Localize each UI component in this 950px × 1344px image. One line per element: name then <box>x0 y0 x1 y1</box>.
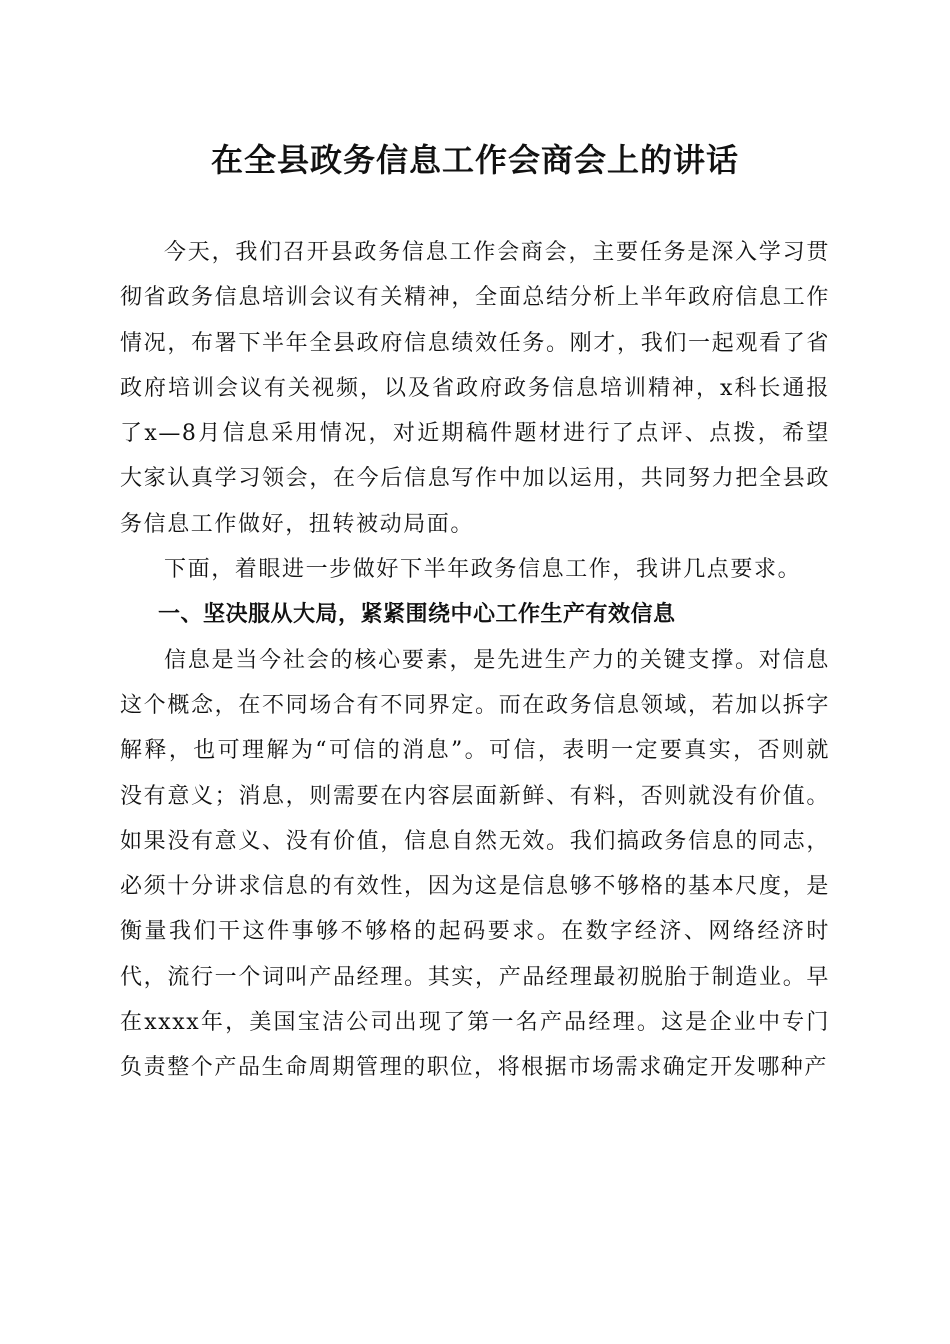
section-paragraph: 信息是当今社会的核心要素，是先进生产力的关键支撑。对信息这个概念，在不同场合有不同界定。而在政务信息领域，若加以拆字解释，也可理解为“可信的消息”。可信，表明一定要真实，否则就没有意义；消息，则需要在内容层面新鲜、有料，否则就没有价值。如果没有意义、没有价值，信息自然无效。我们搞政务信息的同志，必须十分讲求信息的有效性，因为这是信息够不够格的基本尺度，是衡量我们干这件事够不够格的起码要求。在数字经济、网络经济时代，流行一个词叫产品经理。其实，产品经理最初脱胎于制造业。早在xxxx年，美国宝洁公司出现了第一名产品经理。这是企业中专门负责整个产品生命周期管理的职位，将根据市场需求确定开发哪种产 <box>120 647 830 1081</box>
intro-paragraph: 今天，我们召开县政务信息工作会商会，主要任务是深入学习贯彻省政务信息培训会议有关精神，全面总结分析上半年政府信息工作情况，布署下半年全县政府信息绩效任务。刚才，我们一起观看了省政府培训会议有关视频，以及省政府政务信息培训精神，x科长通报了x—8月信息采用情况，对近期稿件题材进行了点评、点拨，希望大家认真学习领会，在今后信息写作中加以运用，共同努力把全县政务信息工作做好，扭转被动局面。 <box>120 240 830 537</box>
document-title: 在全县政务信息工作会商会上的讲话 <box>210 141 739 179</box>
document-body <box>120 230 830 1091</box>
transition-paragraph: 下面，着眼进一步做好下半年政务信息工作，我讲几点要求。 <box>164 557 802 583</box>
section-heading: 一、坚决服从大局，紧紧围绕中心工作生产有效信息 <box>158 602 676 628</box>
